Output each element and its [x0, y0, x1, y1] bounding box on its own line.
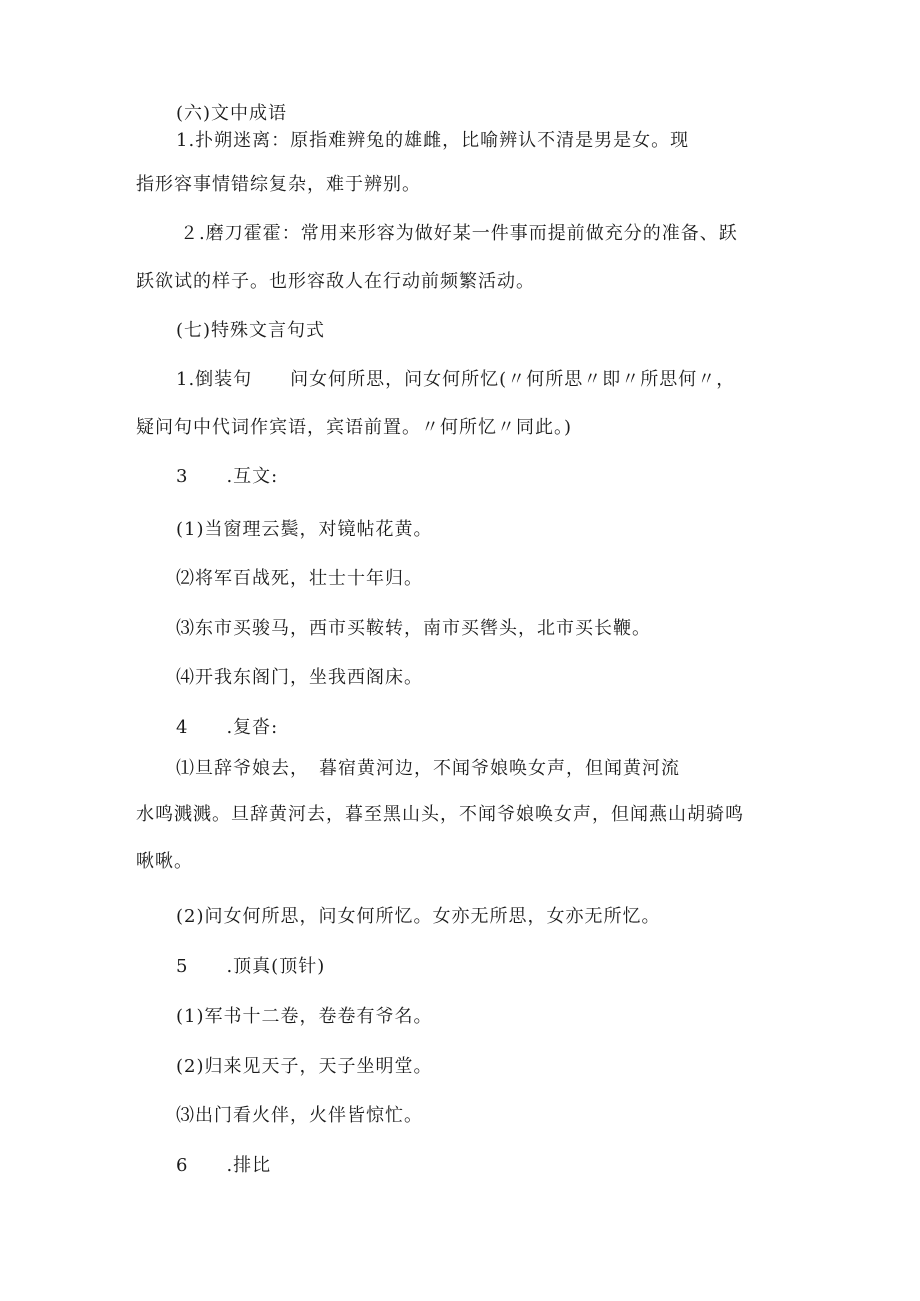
item-3-line-4: ⑷开我东阁门，坐我西阁床。 — [176, 667, 423, 688]
item-5-line-2: (2)归来见天子，天子坐明堂。 — [176, 1056, 433, 1077]
item-5-line-1: (1)军书十二卷，卷卷有爷名。 — [176, 1006, 433, 1027]
item-4-line-2: 水鸣溅溅。旦辞黄河去，暮至黑山头，不闻爷娘唤女声，但闻燕山胡骑鸣 — [136, 804, 744, 825]
item-5-label: .顶真(顶针) — [226, 956, 326, 977]
item-3-line-1: (1)当窗理云鬓，对镜帖花黄。 — [176, 519, 433, 540]
item-4-line-1: ⑴旦辞爷娘去， 暮宿黄河边，不闻爷娘唤女声，但闻黄河流 — [176, 758, 680, 779]
section-7-item-1-line-1: 1.倒装句 问女何所思，问女何所忆(〃何所思〃即〃所思何〃， — [176, 369, 736, 390]
item-3-heading — [176, 465, 278, 489]
item-3-label: .互文: — [226, 466, 279, 487]
section-6-item-2-line-2: 跃欲试的样子。也形容敌人在行动前频繁活动。 — [136, 271, 535, 292]
section-6-item-2-line-1: ２.磨刀霍霍：常用来形容为做好某一件事而提前做充分的准备、跃 — [180, 223, 738, 244]
section-6-item-1-line-2: 指形容事情错综复杂，难于辨别。 — [136, 174, 421, 195]
section-6-heading: (六)文中成语 — [176, 103, 288, 124]
item-6-number: 6 — [176, 1155, 189, 1176]
item-3-line-2: ⑵将军百战死，壮士十年归。 — [176, 568, 423, 589]
item-3-number: 3 — [176, 466, 189, 487]
item-4-line-4: (2)问女何所思，问女何所忆。女亦无所思，女亦无所忆。 — [176, 906, 661, 927]
item-4-heading — [176, 716, 278, 740]
item-4-number: 4 — [176, 717, 189, 738]
item-4-label: .复沓: — [226, 717, 279, 738]
item-5-number: 5 — [176, 956, 189, 977]
section-6-item-1-line-1: 1.扑朔迷离：原指难辨兔的雄雌，比喻辨认不清是男是女。现 — [176, 130, 690, 151]
item-6-heading — [176, 1154, 271, 1178]
item-5-heading — [176, 955, 325, 979]
item-4-line-3: 啾啾。 — [136, 851, 193, 872]
item-3-line-3: ⑶东市买骏马，西市买鞍转，南市买辔头，北市买长鞭。 — [176, 618, 651, 639]
section-7-heading: (七)特殊文言句式 — [176, 320, 326, 341]
section-7-item-1-line-2: 疑问句中代词作宾语，宾语前置。〃何所忆〃同此。) — [136, 417, 573, 438]
item-6-label: .排比 — [226, 1155, 272, 1176]
item-5-line-3: ⑶出门看火伴，火伴皆惊忙。 — [176, 1105, 423, 1126]
